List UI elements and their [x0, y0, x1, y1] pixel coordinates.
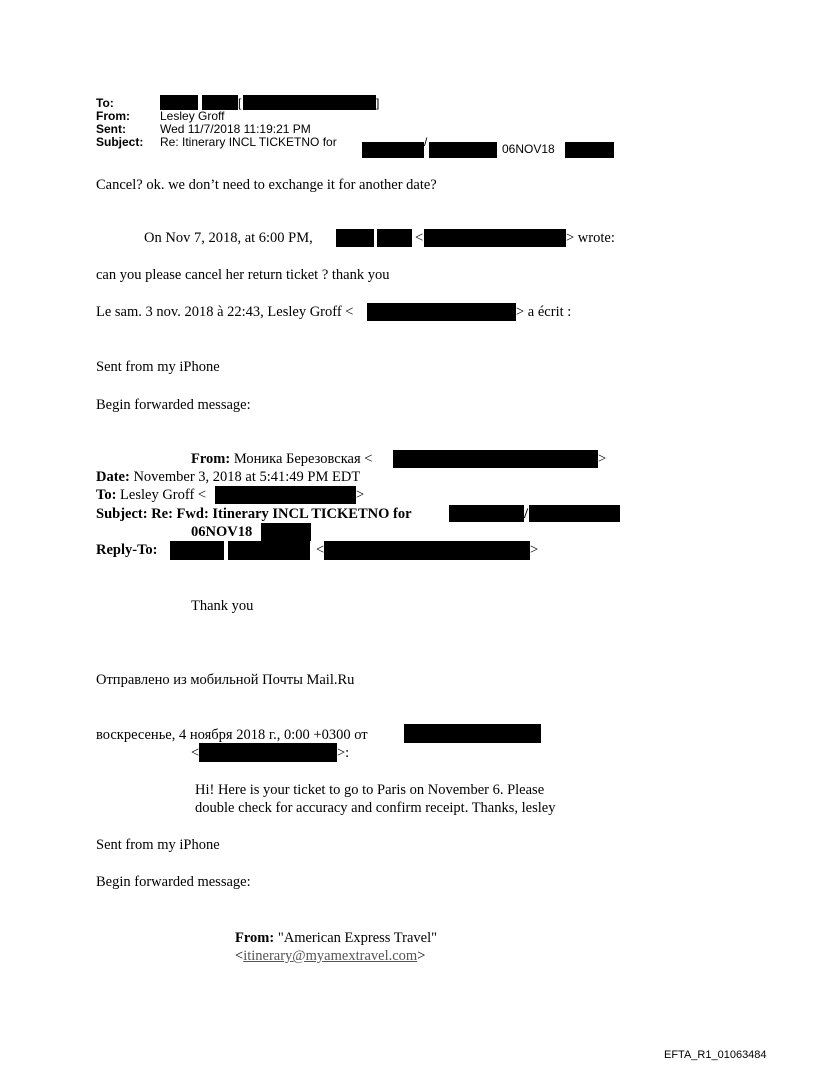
- redaction-bar: [170, 541, 224, 560]
- quote-lt: <: [415, 230, 424, 246]
- mailru-quote-attribution: воскресенье, 4 ноября 2018 г., 0:00 +0300 от: [96, 727, 368, 743]
- sent-value: Wed 11/7/2018 11:19:21 PM: [160, 122, 311, 136]
- fwd2-email-line: <itinerary@myamextravel.com>: [235, 948, 426, 964]
- redaction-bar: [367, 303, 516, 321]
- to-bracket-open: [: [238, 96, 242, 110]
- fwd1-date: Date: November 3, 2018 at 5:41:49 PM EDT: [96, 469, 361, 485]
- quote-attribution-2: Le sam. 3 nov. 2018 à 22:43, Lesley Groff <: [96, 304, 354, 320]
- begin-forwarded-2: Begin forwarded message:: [96, 874, 251, 890]
- fwd1-from: From: Моника Березовская <: [191, 451, 373, 467]
- fwd2-from: From: "American Express Travel": [235, 930, 438, 946]
- redaction-bar: [261, 523, 311, 541]
- mailru-message-line-2: double check for accuracy and confirm receipt. Thanks, lesley: [195, 800, 556, 816]
- redaction-bar: [529, 505, 620, 522]
- sent-from-iphone: Sent from my iPhone: [96, 359, 220, 375]
- mailru-message-line-1: Hi! Here is your ticket to go to Paris on November 6. Please: [195, 782, 545, 798]
- sent-label: Sent:: [96, 122, 126, 136]
- redaction-bar: [243, 95, 376, 110]
- subject-label: Subject:: [96, 135, 144, 149]
- redaction-bar: [424, 229, 566, 247]
- subject-slash: /: [424, 135, 428, 149]
- fwd1-to: To: Lesley Groff <: [96, 487, 207, 503]
- redaction-bar: [404, 724, 541, 743]
- fwd1-from-close: >: [598, 451, 607, 467]
- fwd1-subject: Subject: Re: Fwd: Itinerary INCL TICKETNO for: [96, 506, 412, 522]
- subject-date: 06NOV18: [502, 142, 555, 156]
- redaction-bar: [199, 743, 337, 762]
- mailru-signature: Отправлено из мобильной Почты Mail.Ru: [96, 672, 355, 688]
- quote-ecrit: > a écrit :: [516, 304, 572, 320]
- fwd1-replyto-lt: <: [316, 542, 325, 558]
- sent-from-iphone-2: Sent from my iPhone: [96, 837, 220, 853]
- quote-wrote: > wrote:: [566, 230, 615, 246]
- subject-prefix: Re: Itinerary INCL TICKETNO for: [160, 135, 337, 149]
- fwd1-subject-date: 06NOV18: [191, 524, 253, 540]
- redaction-bar: [449, 505, 524, 522]
- redaction-bar: [160, 95, 198, 110]
- redaction-bar: [393, 450, 598, 468]
- from-value: Lesley Groff: [160, 109, 225, 123]
- to-bracket-close: ]: [376, 96, 380, 110]
- redaction-bar: [215, 486, 356, 504]
- fwd2-email-link[interactable]: itinerary@myamextravel.com: [243, 948, 418, 964]
- mailru-quote-end: >:: [337, 745, 350, 761]
- begin-forwarded: Begin forwarded message:: [96, 397, 251, 413]
- redaction-bar: [336, 229, 374, 247]
- fwd1-replyto-gt: >: [530, 542, 539, 558]
- from-label: From:: [96, 109, 130, 123]
- fwd1-subject-slash: /: [524, 506, 529, 522]
- redaction-bar: [429, 142, 497, 158]
- fwd1-to-close: >: [356, 487, 365, 503]
- body-line-cancel: Cancel? ok. we don’t need to exchange it for another date?: [96, 177, 437, 193]
- redaction-bar: [228, 541, 310, 560]
- redaction-bar: [202, 95, 238, 110]
- mailru-quote-lt: <: [191, 745, 200, 761]
- body-line-request: can you please cancel her return ticket ? thank you: [96, 267, 390, 283]
- fwd1-replyto-label: Reply-To:: [96, 542, 158, 558]
- quote-attribution-1: On Nov 7, 2018, at 6:00 PM,: [144, 230, 313, 246]
- to-label: To:: [96, 96, 114, 110]
- document-id: EFTA_R1_01063484: [664, 1049, 767, 1061]
- redaction-bar: [377, 229, 412, 247]
- redaction-bar: [362, 142, 424, 158]
- fwd1-thank-you: Thank you: [191, 598, 254, 614]
- redaction-bar: [565, 142, 614, 158]
- redaction-bar: [324, 541, 530, 560]
